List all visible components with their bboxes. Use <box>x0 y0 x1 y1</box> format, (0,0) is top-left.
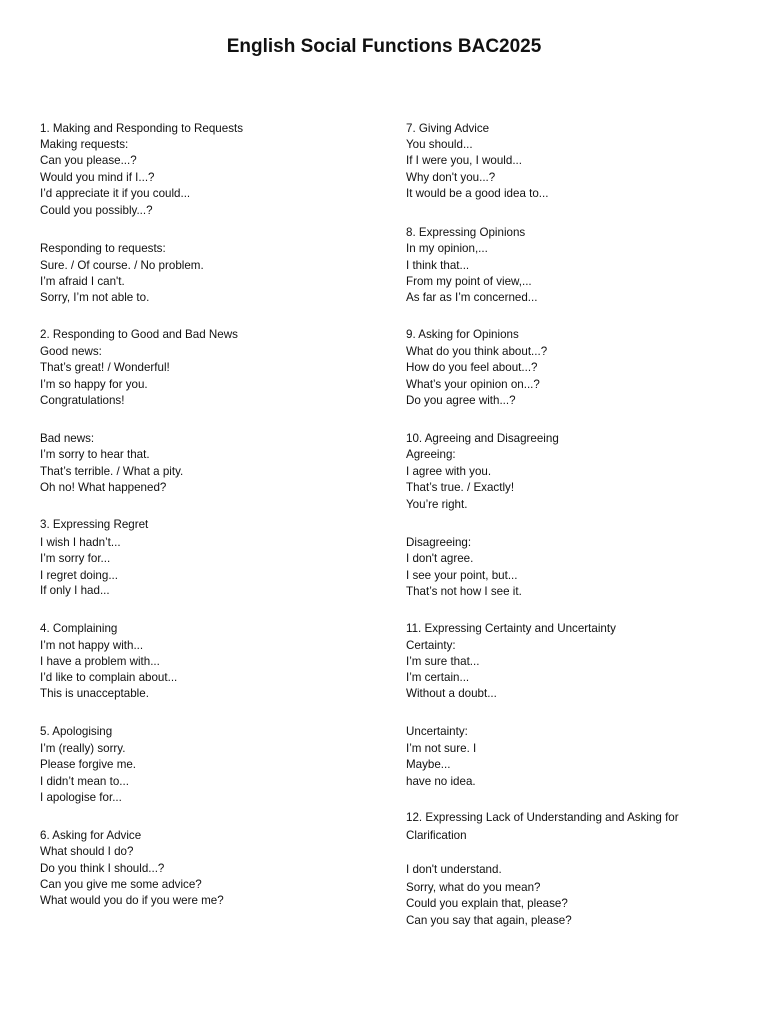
phrase: Would you mind if I...? <box>40 171 155 184</box>
phrase: That’s great! / Wonderful! <box>40 361 170 374</box>
phrase: I don't agree. <box>406 552 474 565</box>
phrase: Do you think I should...? <box>40 862 165 875</box>
phrase: I agree with you. <box>406 465 492 478</box>
phrase: Can you please...? <box>40 154 137 167</box>
phrase: How do you feel about...? <box>406 361 538 374</box>
phrase: I’m so happy for you. <box>40 378 148 391</box>
phrase: That’s terrible. / What a pity. <box>40 465 184 478</box>
phrase: I didn’t mean to... <box>40 775 129 788</box>
phrase: Can you say that again, please? <box>406 914 572 927</box>
section-heading: 1. Making and Responding to Requests <box>40 122 244 135</box>
phrase: I’m sorry to hear that. <box>40 448 150 461</box>
phrase: I wish I hadn’t... <box>40 536 121 549</box>
phrase: Could you possibly...? <box>40 204 153 217</box>
phrase: Sorry, what do you mean? <box>406 881 541 894</box>
phrase: What’s your opinion on...? <box>406 378 540 391</box>
phrase: If I were you, I would... <box>406 154 522 167</box>
phrase: In my opinion,... <box>406 242 488 255</box>
phrase: I’m not sure. I <box>406 742 477 755</box>
section-heading-continued: Clarification <box>406 829 467 842</box>
section-heading: 4. Complaining <box>40 622 118 635</box>
phrase: You’re right. <box>406 498 468 511</box>
phrase: I don't understand. <box>406 863 502 876</box>
phrase: I regret doing... <box>40 569 118 582</box>
section-heading: 12. Expressing Lack of Understanding and Asking for <box>406 811 679 824</box>
phrase: I’m sorry for... <box>40 552 111 565</box>
phrase: I’m sure that... <box>406 655 480 668</box>
phrase: You should... <box>406 138 473 151</box>
phrase: I’m certain... <box>406 671 470 684</box>
section-heading: 10. Agreeing and Disagreeing <box>406 432 559 445</box>
phrase: Why don't you...? <box>406 171 496 184</box>
phrase: What should I do? <box>40 845 134 858</box>
phrase: That’s true. / Exactly! <box>406 481 515 494</box>
phrase: From my point of view,... <box>406 275 532 288</box>
phrase: I apologise for... <box>40 791 122 804</box>
phrase: As far as I’m concerned... <box>406 291 538 304</box>
phrase: Oh no! What happened? <box>40 481 167 494</box>
section-heading: 7. Giving Advice <box>406 122 490 135</box>
phrase: I’m not happy with... <box>40 639 144 652</box>
subheading: Making requests: <box>40 138 129 151</box>
phrase: That’s not how I see it. <box>406 585 522 598</box>
subheading: Bad news: <box>40 432 95 445</box>
phrase: I’d like to complain about... <box>40 671 178 684</box>
phrase: What do you think about...? <box>406 345 548 358</box>
phrase: It would be a good idea to... <box>406 187 549 200</box>
phrase: Sure. / Of course. / No problem. <box>40 259 204 272</box>
subheading: Certainty: <box>406 639 456 652</box>
section-heading: 2. Responding to Good and Bad News <box>40 328 238 341</box>
subheading: Uncertainty: <box>406 725 468 738</box>
phrase: Could you explain that, please? <box>406 897 568 910</box>
phrase: If only I had... <box>40 584 110 597</box>
subheading: Responding to requests: <box>40 242 166 255</box>
phrase: I have a problem with... <box>40 655 160 668</box>
phrase: I think that... <box>406 259 470 272</box>
phrase: I’m afraid I can't. <box>40 275 125 288</box>
page-title: English Social Functions BAC2025 <box>226 36 542 57</box>
section-heading: 5. Apologising <box>40 725 113 738</box>
section-heading: 6. Asking for Advice <box>40 829 142 842</box>
phrase: What would you do if you were me? <box>40 894 224 907</box>
phrase: Without a doubt... <box>406 687 497 700</box>
phrase: have no idea. <box>406 775 476 788</box>
section-heading: 3. Expressing Regret <box>40 518 149 531</box>
phrase: Do you agree with...? <box>406 394 516 407</box>
phrase: Can you give me some advice? <box>40 878 202 891</box>
section-heading: 11. Expressing Certainty and Uncertainty <box>406 622 616 635</box>
phrase: Please forgive me. <box>40 758 137 771</box>
phrase: This is unacceptable. <box>40 687 149 700</box>
subheading: Agreeing: <box>406 448 456 461</box>
phrase: Congratulations! <box>40 394 125 407</box>
phrase: Sorry, I’m not able to. <box>40 291 150 304</box>
subheading: Good news: <box>40 345 102 358</box>
phrase: I see your point, but... <box>406 569 518 582</box>
section-heading: 9. Asking for Opinions <box>406 328 519 341</box>
section-heading: 8. Expressing Opinions <box>406 226 526 239</box>
phrase: I’d appreciate it if you could... <box>40 187 191 200</box>
phrase: I’m (really) sorry. <box>40 742 126 755</box>
phrase: Maybe... <box>406 758 451 771</box>
subheading: Disagreeing: <box>406 536 472 549</box>
